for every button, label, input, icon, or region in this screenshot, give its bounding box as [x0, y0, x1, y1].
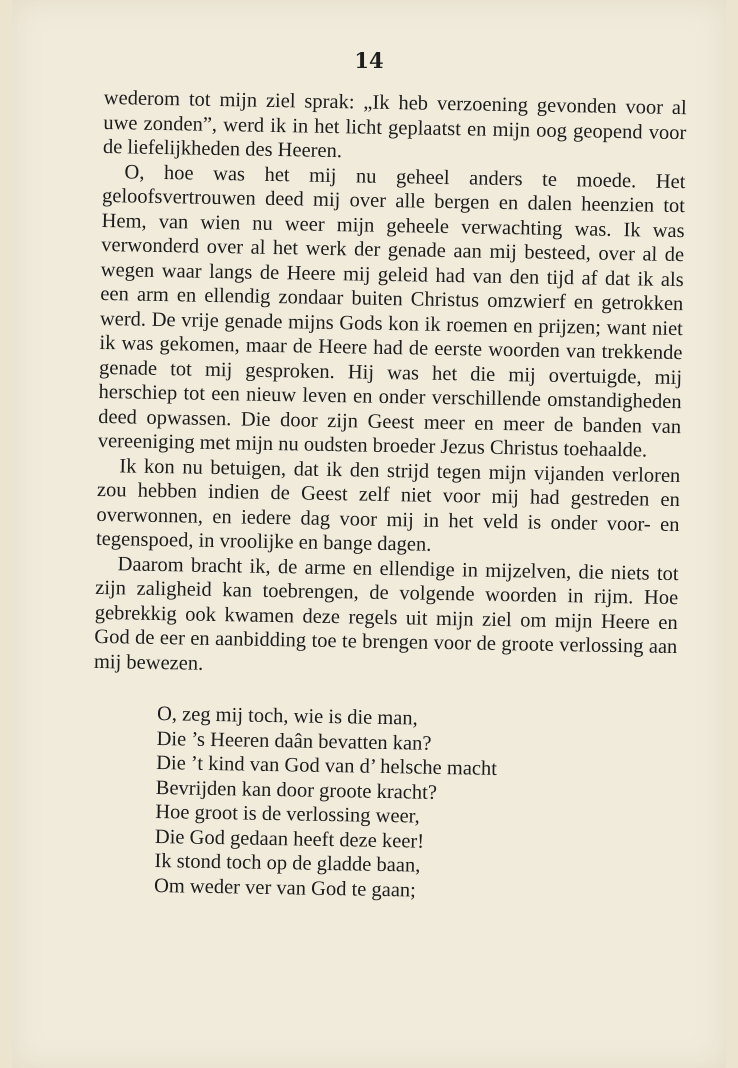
poem-line-3: Die ’t kind van God van d’ helsche macht [156, 752, 498, 780]
page-content [90, 86, 687, 907]
poem-line-1: O, zeg mij toch, wie is die man, [156, 703, 418, 730]
poem-line-8: Om weder ver van God te gaan; [153, 874, 417, 902]
poem-line-4: Bevrijden kan door groote kracht? [155, 776, 438, 804]
paragraph-2: O, hoe was het mij nu geheel anders te moede. Het geloofsvertrouwen deed mij over alle bergen en dalen heenzien tot Hem, van wien nu weer mijn geheele verwachting was. Ik was verwonderd over al het werk der genade aan mij besteed, over al de wegen waar langs de Heere mij geleid had van den tijd af dat ik als een arm en ellendig zondaar buiten Christus omzwierf en getrokken werd. De vrije genade mijns Gods kon ik roemen en prijzen; want niet ik was gekomen, maar de Heere had de eerste woorden van trekkende genade tot mij gesproken. Hij was het die mij overtuigde, mij herschiep tot een nieuw leven en onder verschillende omstandigheden deed opwassen. Die door zijn Geest meer en meer de banden van vereeniging met mijn nu oudsten broeder Jezus Christus toehaalde. [97, 160, 686, 462]
paragraph-1: wederom tot mijn ziel sprak: „Ik heb verzoening gevonden voor al uwe zonden”, werd ik in het licht geplaatst en mijn oog geopend voor de liefelijkheden des Heeren. [102, 86, 687, 163]
poem-line-7: Ik stond toch op de gladde baan, [154, 850, 421, 877]
page-number: 14 [354, 48, 384, 73]
paragraph-3: Ik kon nu betuigen, dat ik den strijd tegen mijn vijanden verloren zou hebben indien de Geest zelf niet voor mij had gestreden en overwonnen, en iedere dag voor mij in het veld is onder voor- en tegenspoed, in vroolijke en bange dagen. [95, 454, 681, 556]
poem-line-5: Hoe groot is de verlossing weer, [155, 801, 420, 828]
poem-line-6: Die God gedaan heeft deze keer! [154, 825, 425, 853]
paragraph-4: Daarom bracht ik, de arme en ellendige in mijzelven, die niets tot zijn zaligheid kan toebrengen, de volgende woorden in rijm. Hoe gebrekkig ook kwamen deze regels uit mijn ziel om mijn Heere en God de eer en aanbidding toe te brengen voor de groote verlossing aan mij bewezen. [93, 552, 679, 675]
poem-line-2: Die ’s Heeren daân bevatten kan? [156, 727, 432, 755]
poem [154, 702, 676, 907]
